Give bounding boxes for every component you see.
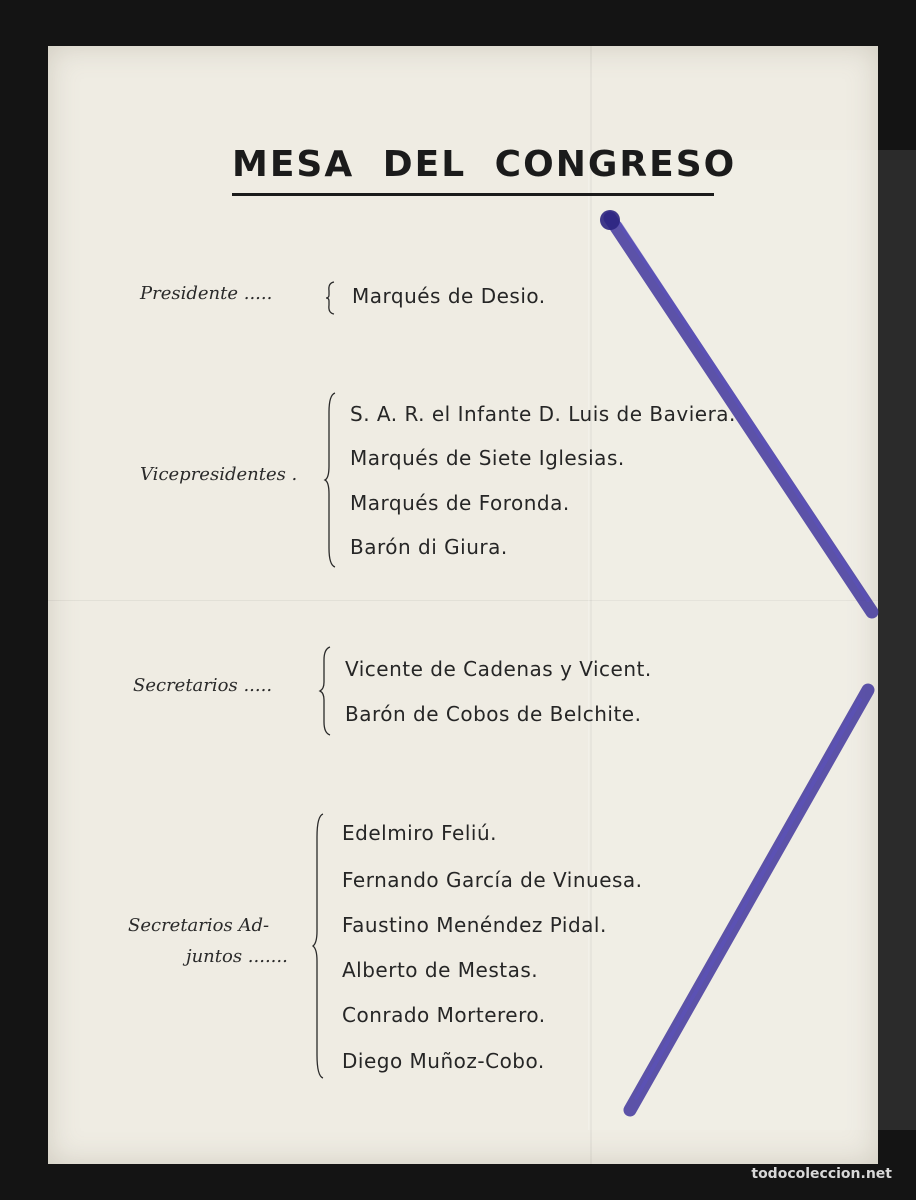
- member-name: Conrado Morterero.: [342, 1003, 546, 1027]
- role-secretarios-adjuntos-line1: Secretarios Ad-: [128, 915, 270, 936]
- member-name: Alberto de Mestas.: [342, 958, 539, 982]
- member-name: Fernando García de Vinuesa.: [342, 868, 643, 892]
- member-name: Faustino Menéndez Pidal.: [342, 913, 607, 937]
- member-name: Vicente de Cadenas y Vicent.: [345, 657, 652, 681]
- member-name: Marqués de Desio.: [352, 284, 546, 308]
- member-name: Marqués de Foronda.: [350, 491, 570, 515]
- member-name: Barón de Cobos de Belchite.: [345, 702, 642, 726]
- member-name: S. A. R. el Infante D. Luis de Baviera.: [350, 402, 736, 426]
- role-secretarios-adjuntos-line2: juntos .......: [186, 946, 288, 967]
- member-name: Barón di Giura.: [350, 535, 508, 559]
- role-secretarios: Secretarios .....: [133, 675, 273, 696]
- watermark-text: todocoleccion.net: [751, 1166, 892, 1182]
- member-name: Marqués de Siete Iglesias.: [350, 446, 625, 470]
- member-name: Edelmiro Feliú.: [342, 821, 497, 845]
- member-name: Diego Muñoz-Cobo.: [342, 1049, 545, 1073]
- page-title: MESA DEL CONGRESO: [232, 144, 737, 185]
- role-vicepresidentes: Vicepresidentes .: [140, 464, 298, 485]
- role-presidente: Presidente .....: [140, 283, 273, 304]
